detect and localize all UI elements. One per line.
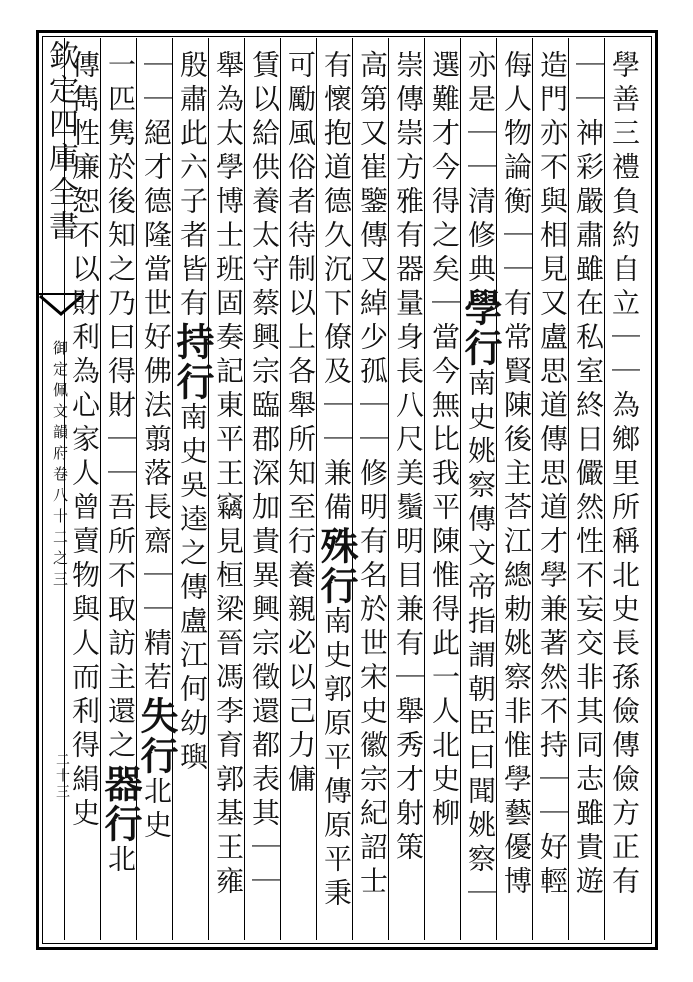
entry-heading: 器行 <box>98 764 143 844</box>
page-number: 二十三 <box>54 752 70 800</box>
text-column <box>64 50 104 930</box>
entry-heading: 失行 <box>134 696 179 776</box>
text-segment: 至行 <box>284 492 317 560</box>
entry-heading: 持行 <box>170 322 215 402</box>
text-segment: 北史 <box>140 776 173 844</box>
text-segment: 南史吳逵之傳盧江何幼璵 <box>176 402 209 776</box>
text-segment: 高第又崔鑒傳又綽少孤｜｜修明有名於世宋史徽宗紀詔士 <box>356 50 389 900</box>
text-column <box>604 50 644 930</box>
book-title: 欽定四庫全書 <box>43 40 78 244</box>
text-segment: 選難才今得之矣｜當今無比我平陳惟得此一人北史柳 <box>428 50 461 832</box>
text-segment: 好佛法翦落長齋｜｜精若 <box>140 322 173 696</box>
text-segment: 舉為太學博士班固奏記東平王竊見桓梁晉馮李育郭基王雍 <box>212 50 245 900</box>
text-column <box>388 50 428 930</box>
text-segment: 北 <box>104 844 137 878</box>
text-column <box>532 50 572 930</box>
text-column <box>568 50 608 930</box>
text-column <box>280 50 320 930</box>
text-segment: 崇傳崇方雅有器量身長八尺美鬚明目兼有｜舉秀才射策 <box>392 50 425 866</box>
text-column <box>170 50 215 930</box>
text-segment: 南史姚察傳文帝指謂朝臣曰聞姚察｜ <box>464 368 497 912</box>
text-column <box>424 50 464 930</box>
text-segment: 傳雋性廉恕不以財利為心家人曾賣物與人而利得絹 <box>68 50 101 798</box>
text-segment: 一匹隽於後知之乃曰得財｜｜吾所不取訪主還之 <box>104 50 137 764</box>
text-segment: 殷肅此六子者皆有 <box>176 50 209 322</box>
text-segment: 造門亦不與相見又盧思道傳思道才學兼著然不持｜｜好輕 <box>536 50 569 900</box>
text-segment: 學善三禮負約自立｜｜為鄉里所稱北史長孫儉傳儉方正有 <box>608 50 641 900</box>
text-segment: ｜｜神彩嚴肅雖在私室終日儼然性不妄交非其同志雖貴遊 <box>572 50 605 900</box>
entry-heading: 殊行 <box>314 526 359 606</box>
text-column <box>496 50 536 930</box>
text-segment: 養親必以己力傭 <box>284 560 317 798</box>
text-column <box>208 50 248 930</box>
text-column <box>244 50 284 930</box>
text-segment: 侮人物論衡｜｜有常賢陳後主荅江總勅姚察非惟學藝優博 <box>500 50 533 900</box>
volume-label: 御定佩文韻府卷八十二之三 <box>51 340 69 592</box>
text-segment: 南史郭原平傳原平秉 <box>320 606 353 912</box>
entry-heading: 學行 <box>458 288 503 368</box>
text-segment: 可勵風俗者待制以上各舉所知 <box>284 50 317 492</box>
text-column <box>352 50 392 930</box>
text-column <box>98 50 143 930</box>
text-segment: 亦是｜｜清修典 <box>464 50 497 288</box>
column-rule <box>64 38 65 940</box>
text-segment: ｜｜絕才德隆當世 <box>140 50 173 322</box>
text-segment: 史 <box>68 798 101 832</box>
text-segment: 有懷抱道德久沉下僚及｜｜兼備 <box>320 50 353 526</box>
text-segment: 賃以給供養太守蔡興宗臨郡深加貴異興宗徵還都表其｜｜ <box>248 50 281 900</box>
text-column <box>314 50 359 930</box>
text-column <box>458 50 503 930</box>
